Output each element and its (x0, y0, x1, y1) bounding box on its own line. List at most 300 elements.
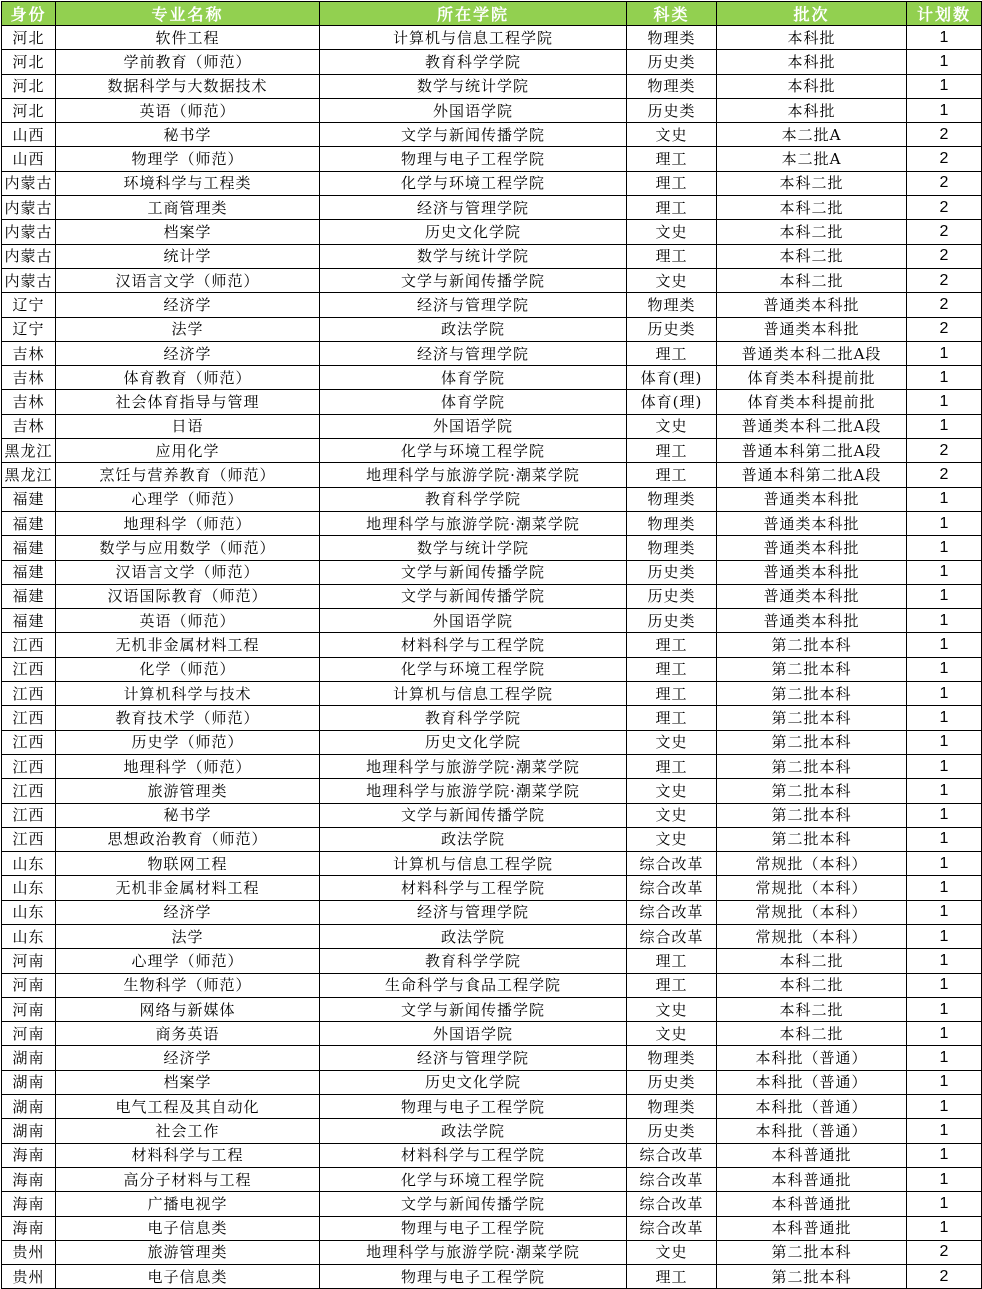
table-row (2, 123, 982, 147)
province-cell: 海南 (2, 1167, 56, 1191)
college-cell: 地理科学与旅游学院·潮菜学院 (320, 511, 627, 535)
plan-count-cell: 1 (907, 827, 982, 851)
batch-cell: 本二批A (717, 123, 907, 147)
category-cell: 文史 (627, 827, 717, 851)
batch-cell: 本科批（普通） (717, 1070, 907, 1094)
plan-count-cell: 1 (907, 949, 982, 973)
table-row (2, 220, 982, 244)
table-row (2, 98, 982, 122)
college-cell: 教育科学学院 (320, 487, 627, 511)
category-cell: 综合改革 (627, 900, 717, 924)
header-batch: 批次 (717, 2, 907, 26)
table-row (2, 293, 982, 317)
table-row (2, 584, 982, 608)
plan-count-cell: 1 (907, 560, 982, 584)
major-cell: 经济学 (56, 1046, 320, 1070)
college-cell: 文学与新闻传播学院 (320, 997, 627, 1021)
batch-cell: 普通类本科批 (717, 560, 907, 584)
category-cell: 历史类 (627, 317, 717, 341)
province-cell: 内蒙古 (2, 244, 56, 268)
batch-cell: 本科二批 (717, 997, 907, 1021)
college-cell: 化学与环境工程学院 (320, 171, 627, 195)
major-cell: 学前教育（师范） (56, 50, 320, 74)
province-cell: 河南 (2, 973, 56, 997)
table-row (2, 463, 982, 487)
plan-count-cell: 1 (907, 536, 982, 560)
major-cell: 计算机科学与技术 (56, 682, 320, 706)
major-cell: 汉语国际教育（师范） (56, 584, 320, 608)
province-cell: 河北 (2, 98, 56, 122)
batch-cell: 常规批（本科） (717, 852, 907, 876)
category-cell: 理工 (627, 244, 717, 268)
major-cell: 材料科学与工程 (56, 1143, 320, 1167)
batch-cell: 本科二批 (717, 1022, 907, 1046)
category-cell: 历史类 (627, 584, 717, 608)
province-cell: 河南 (2, 997, 56, 1021)
batch-cell: 本科普通批 (717, 1192, 907, 1216)
table-row (2, 511, 982, 535)
plan-count-cell: 2 (907, 439, 982, 463)
category-cell: 物理类 (627, 26, 717, 50)
major-cell: 无机非金属材料工程 (56, 876, 320, 900)
category-cell: 理工 (627, 657, 717, 681)
table-row (2, 1143, 982, 1167)
table-row (2, 803, 982, 827)
province-cell: 吉林 (2, 414, 56, 438)
province-cell: 海南 (2, 1216, 56, 1240)
batch-cell: 第二批本科 (717, 706, 907, 730)
table-row (2, 633, 982, 657)
batch-cell: 本科批（普通） (717, 1046, 907, 1070)
college-cell: 外国语学院 (320, 98, 627, 122)
plan-count-cell: 2 (907, 123, 982, 147)
table-row (2, 1240, 982, 1264)
plan-count-cell: 1 (907, 584, 982, 608)
province-cell: 湖南 (2, 1119, 56, 1143)
table-row (2, 26, 982, 50)
major-cell: 商务英语 (56, 1022, 320, 1046)
province-cell: 山西 (2, 123, 56, 147)
category-cell: 理工 (627, 706, 717, 730)
college-cell: 计算机与信息工程学院 (320, 26, 627, 50)
enrollment-plan-table (1, 1, 982, 1289)
category-cell: 历史类 (627, 560, 717, 584)
table-row (2, 1167, 982, 1191)
batch-cell: 本科二批 (717, 268, 907, 292)
category-cell: 理工 (627, 341, 717, 365)
major-cell: 历史学（师范） (56, 730, 320, 754)
table-row (2, 439, 982, 463)
province-cell: 内蒙古 (2, 220, 56, 244)
category-cell: 文史 (627, 997, 717, 1021)
major-cell: 环境科学与工程类 (56, 171, 320, 195)
batch-cell: 本科批 (717, 26, 907, 50)
table-row (2, 196, 982, 220)
batch-cell: 本科二批 (717, 244, 907, 268)
province-cell: 江西 (2, 706, 56, 730)
batch-cell: 体育类本科提前批 (717, 390, 907, 414)
province-cell: 福建 (2, 511, 56, 535)
plan-count-cell: 1 (907, 390, 982, 414)
batch-cell: 第二批本科 (717, 1240, 907, 1264)
table-row (2, 317, 982, 341)
category-cell: 文史 (627, 730, 717, 754)
major-cell: 高分子材料与工程 (56, 1167, 320, 1191)
major-cell: 英语（师范） (56, 98, 320, 122)
table-row (2, 244, 982, 268)
table-row (2, 924, 982, 948)
college-cell: 外国语学院 (320, 1022, 627, 1046)
category-cell: 文史 (627, 779, 717, 803)
category-cell: 文史 (627, 1022, 717, 1046)
category-cell: 综合改革 (627, 1167, 717, 1191)
batch-cell: 第二批本科 (717, 657, 907, 681)
province-cell: 河北 (2, 50, 56, 74)
province-cell: 内蒙古 (2, 268, 56, 292)
plan-count-cell: 1 (907, 50, 982, 74)
category-cell: 物理类 (627, 487, 717, 511)
major-cell: 网络与新媒体 (56, 997, 320, 1021)
major-cell: 社会体育指导与管理 (56, 390, 320, 414)
category-cell: 理工 (627, 682, 717, 706)
college-cell: 化学与环境工程学院 (320, 439, 627, 463)
plan-count-cell: 1 (907, 366, 982, 390)
plan-count-cell: 1 (907, 414, 982, 438)
major-cell: 统计学 (56, 244, 320, 268)
major-cell: 广播电视学 (56, 1192, 320, 1216)
plan-count-cell: 1 (907, 1216, 982, 1240)
plan-count-cell: 1 (907, 1095, 982, 1119)
category-cell: 文史 (627, 268, 717, 292)
plan-count-cell: 1 (907, 511, 982, 535)
batch-cell: 常规批（本科） (717, 924, 907, 948)
college-cell: 数学与统计学院 (320, 74, 627, 98)
plan-count-cell: 2 (907, 463, 982, 487)
college-cell: 数学与统计学院 (320, 536, 627, 560)
plan-count-cell: 1 (907, 487, 982, 511)
batch-cell: 第二批本科 (717, 803, 907, 827)
table-row (2, 1095, 982, 1119)
major-cell: 工商管理类 (56, 196, 320, 220)
table-row (2, 50, 982, 74)
major-cell: 秘书学 (56, 123, 320, 147)
batch-cell: 普通类本科批 (717, 536, 907, 560)
province-cell: 吉林 (2, 341, 56, 365)
plan-count-cell: 2 (907, 293, 982, 317)
batch-cell: 本科批（普通） (717, 1119, 907, 1143)
college-cell: 物理与电子工程学院 (320, 1216, 627, 1240)
college-cell: 教育科学学院 (320, 706, 627, 730)
table-row (2, 268, 982, 292)
plan-count-cell: 1 (907, 1119, 982, 1143)
batch-cell: 本科普通批 (717, 1216, 907, 1240)
college-cell: 计算机与信息工程学院 (320, 852, 627, 876)
category-cell: 理工 (627, 147, 717, 171)
major-cell: 档案学 (56, 220, 320, 244)
category-cell: 物理类 (627, 1046, 717, 1070)
table-row (2, 827, 982, 851)
plan-count-cell: 1 (907, 900, 982, 924)
batch-cell: 第二批本科 (717, 779, 907, 803)
college-cell: 教育科学学院 (320, 50, 627, 74)
major-cell: 应用化学 (56, 439, 320, 463)
province-cell: 江西 (2, 682, 56, 706)
table-row (2, 682, 982, 706)
table-row (2, 900, 982, 924)
college-cell: 文学与新闻传播学院 (320, 560, 627, 584)
table-row (2, 147, 982, 171)
plan-count-cell: 2 (907, 147, 982, 171)
category-cell: 物理类 (627, 511, 717, 535)
table-row (2, 390, 982, 414)
category-cell: 历史类 (627, 609, 717, 633)
batch-cell: 第二批本科 (717, 682, 907, 706)
college-cell: 外国语学院 (320, 414, 627, 438)
province-cell: 江西 (2, 657, 56, 681)
batch-cell: 本科二批 (717, 171, 907, 195)
category-cell: 理工 (627, 463, 717, 487)
category-cell: 物理类 (627, 74, 717, 98)
province-cell: 山西 (2, 147, 56, 171)
plan-count-cell: 1 (907, 657, 982, 681)
province-cell: 辽宁 (2, 293, 56, 317)
college-cell: 地理科学与旅游学院·潮菜学院 (320, 463, 627, 487)
province-cell: 黑龙江 (2, 463, 56, 487)
batch-cell: 体育类本科提前批 (717, 366, 907, 390)
college-cell: 文学与新闻传播学院 (320, 803, 627, 827)
category-cell: 体育(理) (627, 390, 717, 414)
batch-cell: 本科批 (717, 98, 907, 122)
major-cell: 经济学 (56, 293, 320, 317)
province-cell: 吉林 (2, 366, 56, 390)
table-row (2, 1046, 982, 1070)
batch-cell: 本科二批 (717, 973, 907, 997)
batch-cell: 第二批本科 (717, 1265, 907, 1289)
college-cell: 文学与新闻传播学院 (320, 1192, 627, 1216)
college-cell: 政法学院 (320, 317, 627, 341)
major-cell: 社会工作 (56, 1119, 320, 1143)
major-cell: 生物科学（师范） (56, 973, 320, 997)
province-cell: 山东 (2, 876, 56, 900)
category-cell: 文史 (627, 803, 717, 827)
plan-count-cell: 1 (907, 609, 982, 633)
college-cell: 历史文化学院 (320, 730, 627, 754)
table-row (2, 1070, 982, 1094)
header-plan-count: 计划数 (907, 2, 982, 26)
category-cell: 综合改革 (627, 876, 717, 900)
major-cell: 教育技术学（师范） (56, 706, 320, 730)
province-cell: 吉林 (2, 390, 56, 414)
plan-count-cell: 1 (907, 74, 982, 98)
table-row (2, 1192, 982, 1216)
college-cell: 经济与管理学院 (320, 293, 627, 317)
category-cell: 物理类 (627, 1095, 717, 1119)
header-province: 身份 (2, 2, 56, 26)
batch-cell: 常规批（本科） (717, 900, 907, 924)
table-row (2, 1022, 982, 1046)
batch-cell: 第二批本科 (717, 827, 907, 851)
batch-cell: 本科二批 (717, 949, 907, 973)
province-cell: 福建 (2, 584, 56, 608)
table-row (2, 706, 982, 730)
college-cell: 文学与新闻传播学院 (320, 123, 627, 147)
plan-count-cell: 1 (907, 26, 982, 50)
table-row (2, 973, 982, 997)
plan-count-cell: 1 (907, 852, 982, 876)
category-cell: 综合改革 (627, 852, 717, 876)
batch-cell: 本科二批 (717, 220, 907, 244)
plan-count-cell: 1 (907, 924, 982, 948)
college-cell: 材料科学与工程学院 (320, 876, 627, 900)
major-cell: 物联网工程 (56, 852, 320, 876)
college-cell: 物理与电子工程学院 (320, 1265, 627, 1289)
table-row (2, 1265, 982, 1289)
table-row (2, 730, 982, 754)
batch-cell: 普通类本科二批A段 (717, 341, 907, 365)
header-category: 科类 (627, 2, 717, 26)
province-cell: 贵州 (2, 1265, 56, 1289)
major-cell: 化学（师范） (56, 657, 320, 681)
batch-cell: 普通类本科批 (717, 511, 907, 535)
college-cell: 历史文化学院 (320, 1070, 627, 1094)
plan-count-cell: 1 (907, 1022, 982, 1046)
major-cell: 法学 (56, 924, 320, 948)
major-cell: 经济学 (56, 341, 320, 365)
plan-count-cell: 2 (907, 1265, 982, 1289)
table-row (2, 560, 982, 584)
college-cell: 体育学院 (320, 366, 627, 390)
table-row (2, 779, 982, 803)
header-major: 专业名称 (56, 2, 320, 26)
plan-count-cell: 1 (907, 633, 982, 657)
category-cell: 文史 (627, 1240, 717, 1264)
plan-count-cell: 1 (907, 706, 982, 730)
province-cell: 海南 (2, 1143, 56, 1167)
province-cell: 山东 (2, 924, 56, 948)
province-cell: 内蒙古 (2, 171, 56, 195)
province-cell: 江西 (2, 633, 56, 657)
college-cell: 经济与管理学院 (320, 196, 627, 220)
table-row (2, 609, 982, 633)
major-cell: 物理学（师范） (56, 147, 320, 171)
plan-count-cell: 2 (907, 244, 982, 268)
major-cell: 烹饪与营养教育（师范） (56, 463, 320, 487)
major-cell: 体育教育（师范） (56, 366, 320, 390)
province-cell: 河南 (2, 949, 56, 973)
table-row (2, 74, 982, 98)
province-cell: 福建 (2, 487, 56, 511)
batch-cell: 普通类本科批 (717, 487, 907, 511)
major-cell: 旅游管理类 (56, 779, 320, 803)
plan-count-cell: 1 (907, 779, 982, 803)
category-cell: 综合改革 (627, 1192, 717, 1216)
table-row (2, 657, 982, 681)
category-cell: 历史类 (627, 1070, 717, 1094)
plan-count-cell: 1 (907, 803, 982, 827)
plan-count-cell: 2 (907, 196, 982, 220)
province-cell: 湖南 (2, 1095, 56, 1119)
college-cell: 体育学院 (320, 390, 627, 414)
province-cell: 江西 (2, 779, 56, 803)
table-header (2, 2, 982, 26)
category-cell: 理工 (627, 949, 717, 973)
college-cell: 经济与管理学院 (320, 341, 627, 365)
major-cell: 档案学 (56, 1070, 320, 1094)
batch-cell: 普通本科第二批A段 (717, 439, 907, 463)
category-cell: 综合改革 (627, 1216, 717, 1240)
batch-cell: 普通类本科批 (717, 317, 907, 341)
plan-count-cell: 2 (907, 1240, 982, 1264)
plan-count-cell: 1 (907, 997, 982, 1021)
province-cell: 山东 (2, 852, 56, 876)
college-cell: 经济与管理学院 (320, 1046, 627, 1070)
province-cell: 山东 (2, 900, 56, 924)
major-cell: 电子信息类 (56, 1265, 320, 1289)
category-cell: 物理类 (627, 536, 717, 560)
college-cell: 外国语学院 (320, 609, 627, 633)
major-cell: 汉语言文学（师范） (56, 268, 320, 292)
category-cell: 理工 (627, 439, 717, 463)
plan-count-cell: 1 (907, 682, 982, 706)
college-cell: 教育科学学院 (320, 949, 627, 973)
province-cell: 河北 (2, 26, 56, 50)
category-cell: 综合改革 (627, 1143, 717, 1167)
college-cell: 物理与电子工程学院 (320, 1095, 627, 1119)
batch-cell: 常规批（本科） (717, 876, 907, 900)
college-cell: 地理科学与旅游学院·潮菜学院 (320, 1240, 627, 1264)
category-cell: 文史 (627, 220, 717, 244)
category-cell: 理工 (627, 754, 717, 778)
batch-cell: 本科批（普通） (717, 1095, 907, 1119)
province-cell: 河南 (2, 1022, 56, 1046)
batch-cell: 本二批A (717, 147, 907, 171)
province-cell: 江西 (2, 730, 56, 754)
batch-cell: 普通类本科二批A段 (717, 414, 907, 438)
major-cell: 地理科学（师范） (56, 754, 320, 778)
college-cell: 材料科学与工程学院 (320, 1143, 627, 1167)
batch-cell: 本科批 (717, 50, 907, 74)
category-cell: 历史类 (627, 50, 717, 74)
table-row (2, 754, 982, 778)
plan-count-cell: 2 (907, 268, 982, 292)
province-cell: 江西 (2, 803, 56, 827)
major-cell: 秘书学 (56, 803, 320, 827)
province-cell: 贵州 (2, 1240, 56, 1264)
province-cell: 辽宁 (2, 317, 56, 341)
batch-cell: 本科普通批 (717, 1167, 907, 1191)
batch-cell: 普通类本科批 (717, 293, 907, 317)
plan-count-cell: 1 (907, 876, 982, 900)
plan-count-cell: 2 (907, 317, 982, 341)
table-row (2, 1216, 982, 1240)
plan-count-cell: 2 (907, 220, 982, 244)
province-cell: 江西 (2, 754, 56, 778)
batch-cell: 本科普通批 (717, 1143, 907, 1167)
major-cell: 电气工程及其自动化 (56, 1095, 320, 1119)
province-cell: 河北 (2, 74, 56, 98)
batch-cell: 第二批本科 (717, 754, 907, 778)
table-row (2, 487, 982, 511)
plan-count-cell: 1 (907, 1046, 982, 1070)
table-row (2, 1119, 982, 1143)
college-cell: 政法学院 (320, 827, 627, 851)
major-cell: 数学与应用数学（师范） (56, 536, 320, 560)
table-row (2, 852, 982, 876)
major-cell: 地理科学（师范） (56, 511, 320, 535)
plan-count-cell: 2 (907, 171, 982, 195)
college-cell: 文学与新闻传播学院 (320, 268, 627, 292)
college-cell: 文学与新闻传播学院 (320, 584, 627, 608)
